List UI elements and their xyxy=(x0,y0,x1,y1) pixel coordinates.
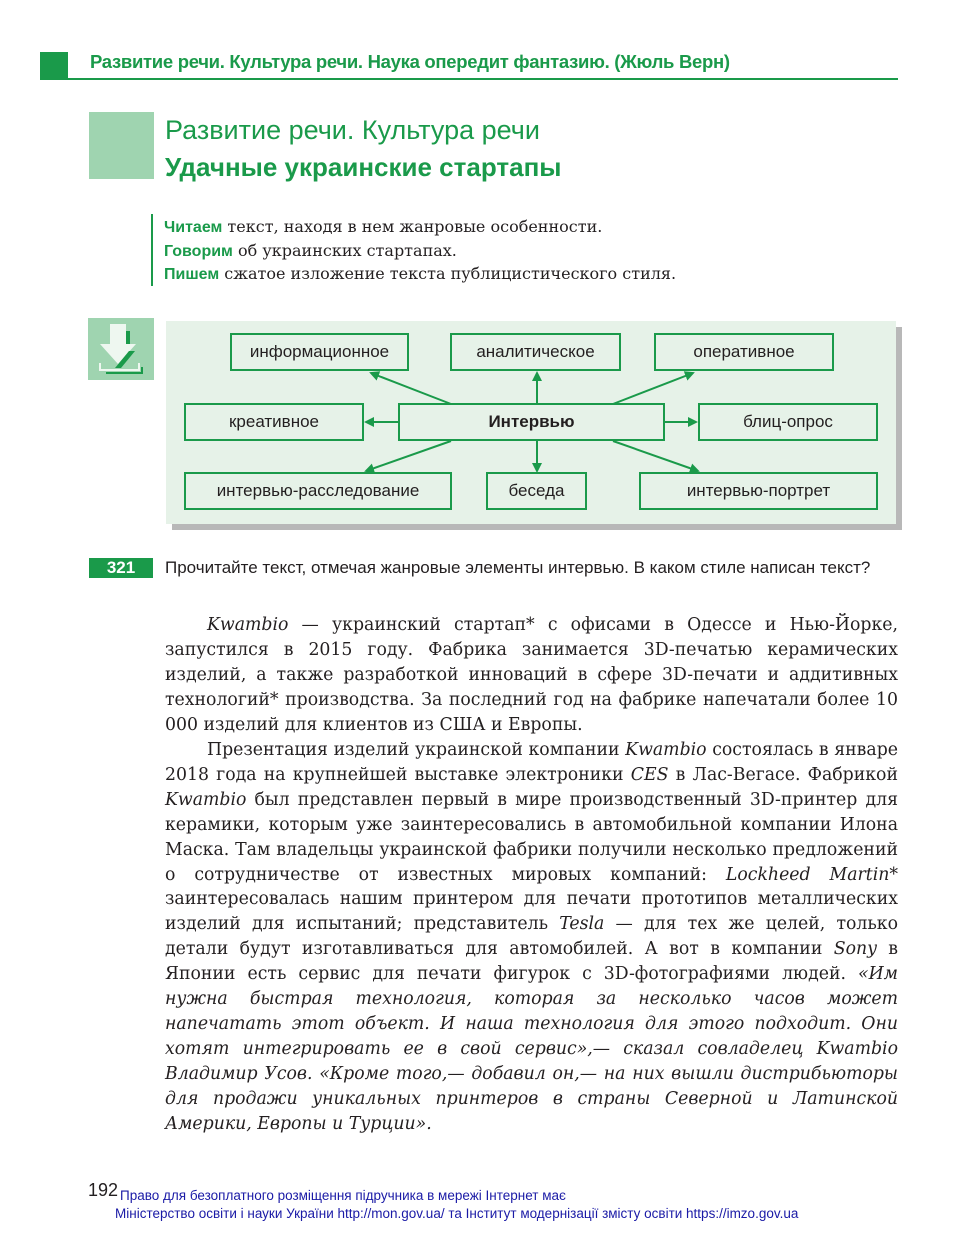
text-span: был представлен первый в мире производственный 3D-принтер для керамики, которым уже заинтересовались в автомобильной компании Илона Маска. Там владельцы украинской фабрики получили несколько предложений о сотрудничестве от известных мировых компаний: xyxy=(165,789,898,885)
italic-span: CES xyxy=(630,764,669,785)
text-span: в Японии есть сервис для печати фигурок с 3D-фотографиями людей. xyxy=(165,939,898,985)
node-conversation: беседа xyxy=(486,472,587,510)
page-number: 192 xyxy=(88,1180,119,1200)
lesson-goals xyxy=(164,216,676,287)
section-marker-block xyxy=(89,112,154,179)
article-text xyxy=(165,613,898,1137)
node-portrait: интервью-портрет xyxy=(639,472,878,510)
node-creative: креативное xyxy=(184,403,364,441)
node-interview-center: Интервью xyxy=(398,403,665,441)
italic-span: Kwambio xyxy=(165,789,247,810)
copyright-line-1: Право для безоплатного розміщення підручника в мережі Інтернет має xyxy=(120,1188,566,1203)
text-span: — для тех же целей, только детали будут изготавливаться для автомобилей. А вот в компании xyxy=(165,914,899,960)
header-marker xyxy=(40,52,68,80)
text-span: — украинский стартап* с офисами в Одессе и Нью-Йорке, запустился в 2015 году. Фабрика занимается 3D-печатью керамических изделий, а также разработкой инноваций в сфере 3D-печати и аддитивных технологий* производства. За последний год на фабрике напечатали более 10 000 изделий для клиентов из США и Европы. xyxy=(165,615,898,735)
interview-types-diagram xyxy=(166,321,896,524)
node-investigation: интервью-расследование xyxy=(184,472,452,510)
copyright-notice xyxy=(115,1187,799,1223)
goals-bar xyxy=(151,214,153,286)
node-blitz-poll: блиц-опрос xyxy=(698,403,878,441)
italic-span: Lockheed Martin xyxy=(725,864,890,885)
italic-span: Sony xyxy=(833,939,877,960)
goal-speak: Говорим об украинских стартапах. xyxy=(164,240,457,260)
text-span: Презентация изделий украинской компании xyxy=(207,739,626,760)
text-span: в Лас-Вегасе. Фабрикой xyxy=(668,764,898,785)
text-span: * заинтересовалась нашим принтером для печати прототипов металлических изделий для испытаний; представитель xyxy=(165,864,898,935)
italic-span: Kwambio xyxy=(207,615,289,635)
section-title: Удачные украинские стартапы xyxy=(165,152,562,182)
text-span: состоялась в январе 2018 года на крупнейшей выставке электроники xyxy=(165,739,898,785)
italic-span: «Им нужна быстрая технология, которая за несколько часов может напечатать этот объект. И наша технология для этого подходит. Они хотят интегрировать ее в свой сервис»,— сказал совладелец Kwambio Владимир Усов. «Кроме того,— добавил он,— на них вышли дистрибьюторы для продажи уникальных принтеров в страны Северной и Латинской Америки, Европы и Турции». xyxy=(165,964,898,1135)
node-operational: оперативное xyxy=(654,333,834,371)
header-divider xyxy=(40,78,898,80)
italic-span: Kwambio xyxy=(625,739,707,760)
download-arrow-icon xyxy=(88,318,154,380)
section-subtitle: Развитие речи. Культура речи xyxy=(165,115,540,145)
italic-span: Tesla xyxy=(559,914,605,935)
paragraph-2 xyxy=(165,738,898,1137)
node-informational: информационное xyxy=(230,333,409,371)
goal-read: Читаем текст, находя в нем жанровые особенности. xyxy=(164,217,603,236)
copyright-line-2: Міністерство освіти і науки України http://mon.gov.ua/ та Інститут модернізації змісту освіти https://imzo.gov.ua xyxy=(115,1206,799,1221)
goal-write: Пишем сжатое изложение текста публицистического стиля. xyxy=(164,264,677,283)
paragraph-1 xyxy=(165,613,898,738)
exercise-task: Прочитайте текст, отмечая жанровые элементы интервью. В каком стиле написан текст? xyxy=(165,558,871,577)
exercise-number-badge: 321 xyxy=(89,558,153,578)
node-analytical: аналитическое xyxy=(450,333,621,371)
chapter-header-title: Развитие речи. Культура речи. Наука опередит фантазию. (Жюль Верн) xyxy=(90,51,730,72)
